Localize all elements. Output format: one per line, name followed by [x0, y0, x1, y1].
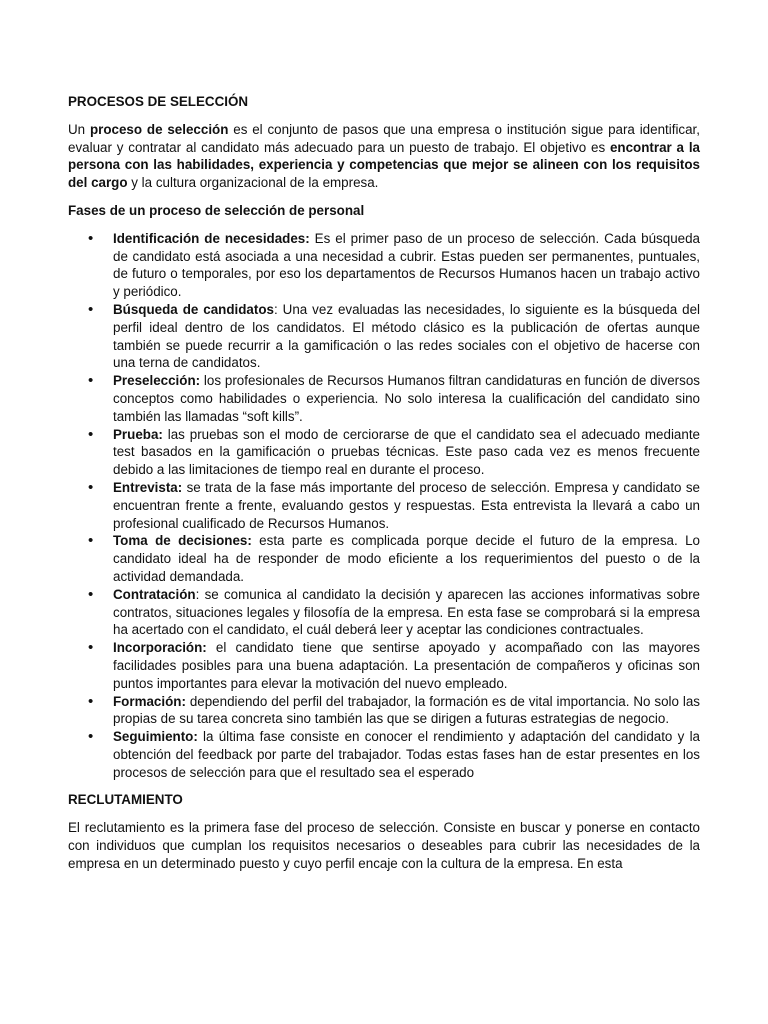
- reclutamiento-heading: RECLUTAMIENTO: [68, 792, 183, 808]
- bullet-icon: •: [88, 478, 94, 496]
- intro-text-3: y la cultura organizacional de la empresa.: [127, 175, 379, 191]
- phase-text: Es el primer paso de un proceso de selección. Cada búsqueda de candidato está asociada a una necesidad a cubrir. Estas pueden ser permanentes, puntuales, de futuro o temporales, por eso los departamentos de Recursos Humanos hacen un trabajo activo y periódico.: [113, 230, 700, 300]
- intro-paragraph: [68, 121, 700, 192]
- list-item: [68, 372, 700, 425]
- phase-term: Entrevista:: [113, 479, 183, 495]
- reclutamiento-paragraph: El reclutamiento es la primera fase del proceso de selección. Consiste en buscar y ponerse en contacto con individuos que cumplan los requisitos necesarios o deseables para cubrir las necesidades de la empresa en un determinado puesto y cuyo perfil encaje con la cultura de la empresa. En esta: [68, 820, 700, 871]
- list-item: [68, 728, 700, 781]
- phase-term: Contratación: [113, 586, 196, 602]
- phase-text: : se comunica al candidato la decisión y aparecen las acciones informativas sobre contratos, situaciones legales y filosofía de la empresa. En esta fase se comprobará si la empresa ha acertado con el candidato, el cuál deberá leer y aceptar las condiciones contractuales.: [113, 586, 700, 638]
- list-item: [68, 230, 700, 301]
- bullet-icon: •: [88, 300, 94, 318]
- intro-text-1: Un: [68, 121, 90, 137]
- phase-term: Búsqueda de candidatos: [113, 301, 274, 317]
- bullet-icon: •: [88, 585, 94, 603]
- intro-bold-1: proceso de selección: [89, 121, 229, 137]
- phase-text: el candidato tiene que sentirse apoyado y acompañado con las mayores facilidades posibles para una buena adaptación. La presentación de compañeros y oficinas son puntos importantes para elevar la motivación del nuevo empleado.: [113, 640, 700, 691]
- intro-bold-2: encontrar a la persona con las habilidades, experiencia y competencias que mejor se alineen con los requisitos del cargo: [68, 139, 700, 191]
- list-item: [68, 301, 700, 372]
- phase-term: Identificación de necesidades:: [113, 230, 310, 246]
- phase-term: Prueba:: [113, 426, 163, 442]
- bullet-icon: •: [88, 425, 94, 443]
- phase-term: Toma de decisiones:: [113, 533, 252, 549]
- phase-term: Formación:: [113, 693, 186, 709]
- intro-text-2: es el conjunto de pasos que una empresa o institución sigue para identificar, evaluar y contratar al candidato más adecuado para un puesto de trabajo. El objetivo es: [68, 121, 701, 155]
- list-item: [68, 639, 700, 692]
- phase-text: la última fase consiste en conocer el rendimiento y adaptación del candidato y la obtención del feedback por parte del trabajador. Todas estas fases han de estar presentes en los procesos de selección para que el resultado sea el esperado: [113, 729, 700, 780]
- phase-text: se trata de la fase más importante del proceso de selección. Empresa y candidato se encuentran frente a frente, evaluando gestos y respuestas. Esta entrevista la llevará a cabo un profesional cualificado de Recursos Humanos.: [113, 479, 700, 531]
- list-item: [68, 479, 700, 532]
- phase-text: : Una vez evaluadas las necesidades, lo siguiente es la búsqueda del perfil ideal dentro de los candidatos. El método clásico es la publicación de ofertas aunque también se puede recurrir a la gamificación o las redes sociales con el objetivo de hacerse con una terna de candidatos.: [113, 301, 700, 371]
- phase-term: Preselección:: [113, 373, 201, 389]
- list-item: [68, 532, 700, 585]
- bullet-icon: •: [88, 639, 94, 657]
- bullet-icon: •: [88, 728, 94, 746]
- list-item: [68, 693, 700, 729]
- bullet-icon: •: [88, 372, 94, 390]
- phases-list: [68, 230, 700, 782]
- phase-text: los profesionales de Recursos Humanos filtran candidaturas en función de diversos conceptos como habilidades o experiencia. No solo interesa la cualificación del candidato sino también las llamadas “soft kills”.: [113, 373, 700, 424]
- phase-term: Incorporación:: [113, 640, 207, 656]
- list-item: [68, 586, 700, 639]
- phase-text: las pruebas son el modo de cerciorarse de que el candidato sea el adecuado mediante test basados en la gamificación o pruebas técnicas. Este paso cada vez es menos frecuente debido a las limitaciones de tiempo real en durante el proceso.: [113, 426, 700, 478]
- phase-text: dependiendo del perfil del trabajador, la formación es de vital importancia. No solo las propias de su tarea concreta sino también las que se dirigen a futuras estrategias de negocio.: [113, 693, 700, 727]
- list-item: [68, 426, 700, 479]
- phase-text: esta parte es complicada porque decide el futuro de la empresa. Lo candidato ideal ha de responder de modo eficiente a los requerimientos del puesto o de la actividad demandada.: [113, 533, 700, 584]
- bullet-icon: •: [88, 692, 94, 710]
- phase-term: Seguimiento:: [113, 729, 198, 745]
- bullet-icon: •: [88, 532, 94, 550]
- phases-heading: Fases de un proceso de selección de personal: [68, 202, 365, 218]
- bullet-icon: •: [88, 229, 94, 247]
- page-title: PROCESOS DE SELECCIÓN: [68, 94, 249, 109]
